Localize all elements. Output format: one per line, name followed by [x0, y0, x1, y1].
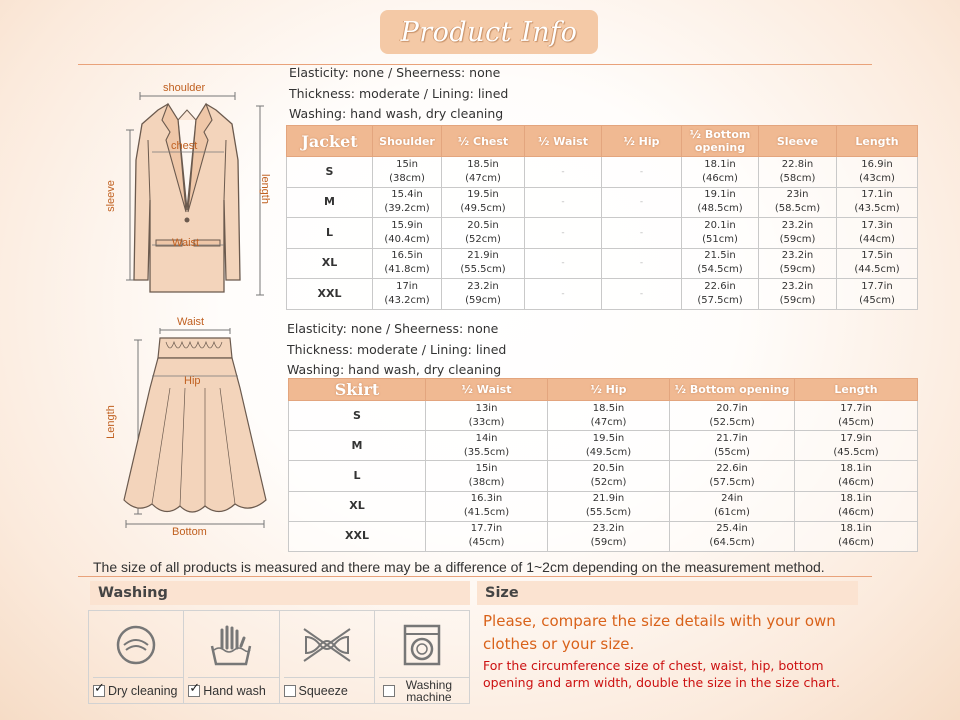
jacket-col-header: ½ Bottom opening — [682, 126, 759, 157]
skirt-bottom-cell — [670, 521, 795, 551]
jacket-shoulder-cell-inches: 17in — [396, 280, 418, 292]
jacket-bottom-cell-cm: (46cm) — [702, 172, 738, 184]
washing-options — [88, 610, 470, 704]
wash-option-squeeze — [280, 611, 375, 703]
skirt-hip-cell — [548, 401, 670, 431]
size-guidance-line1: Please, compare the size details with your own — [483, 612, 836, 630]
size-label: L — [287, 218, 373, 249]
jacket-shoulder-cell-inches: 15.4in — [391, 189, 423, 201]
skirt-bottom-cell-inches: 25.4in — [716, 523, 748, 535]
size-label: S — [289, 401, 426, 431]
jacket-row — [287, 157, 918, 188]
jacket-bottom-cell-inches: 20.1in — [704, 219, 736, 231]
jacket-sleeve-cell-inches: 23.2in — [781, 219, 814, 231]
jacket-length-cell — [837, 187, 918, 218]
jacket-sleeve-cell-cm: (59cm) — [779, 264, 816, 276]
jacket-length-cell-cm: (44cm) — [859, 233, 895, 245]
shoulder-label: shoulder — [163, 82, 206, 94]
jacket-bottom-cell — [682, 218, 759, 249]
jacket-chest-cell-inches: 21.9in — [467, 250, 499, 262]
skirt-bottom-cell-cm: (55cm) — [714, 446, 750, 458]
jacket-shoulder-cell-inches: 15in — [396, 158, 418, 170]
jacket-chest-cell-inches: 20.5in — [467, 219, 499, 231]
bottom-divider — [78, 576, 872, 577]
jacket-bottom-cell-cm: (48.5cm) — [697, 203, 743, 215]
jacket-waist-cell-value: - — [561, 227, 565, 238]
skirt-waist-cell-inches: 16.3in — [470, 493, 503, 505]
skirt-waist-cell-inches: 15in — [475, 462, 498, 474]
skirt-length-cell-inches: 17.7in — [840, 402, 872, 414]
jacket-length-cell — [837, 157, 918, 188]
size-guidance-line4: opening and arm width, double the size in the size chart. — [483, 675, 840, 690]
length-label: length — [258, 174, 271, 204]
jacket-sleeve-cell — [759, 157, 837, 188]
jacket-bottom-cell — [682, 279, 759, 310]
skirt-hip-cell — [548, 461, 670, 491]
jacket-length-cell-cm: (43.5cm) — [854, 203, 900, 215]
skirt-bottom-cell-cm: (64.5cm) — [709, 537, 755, 549]
jacket-length-cell — [837, 248, 918, 279]
skirt-col-header: Length — [795, 379, 918, 401]
skirt-length-cell — [795, 521, 918, 551]
jacket-hip-cell-value: - — [639, 166, 644, 177]
jacket-length-cell — [837, 218, 918, 249]
skirt-col-header: ½ Hip — [548, 379, 670, 401]
jacket-waist-cell — [525, 279, 602, 310]
skirt-bottom-label: Bottom — [172, 526, 207, 538]
skirt-waist-cell — [426, 431, 548, 461]
washing-heading: Washing — [90, 581, 470, 605]
jacket-length-cell-cm: (43cm) — [859, 172, 895, 184]
squeeze-label: Squeeze — [298, 683, 348, 698]
skirt-row — [289, 491, 918, 521]
jacket-illustration — [100, 80, 280, 300]
size-label: XL — [287, 248, 373, 279]
skirt-hip-label: Hip — [184, 375, 201, 387]
skirt-waist-cell-cm: (38cm) — [468, 476, 505, 488]
jacket-shoulder-cell-cm: (41.8cm) — [384, 264, 430, 276]
size-guidance-line3: For the circumference size of chest, waist, hip, bottom — [483, 658, 824, 673]
jacket-hip-cell — [602, 218, 682, 249]
jacket-bottom-cell — [682, 157, 759, 188]
jacket-waist-cell-value: - — [561, 166, 565, 177]
size-guidance — [483, 610, 883, 691]
jacket-chest-cell-cm: (47cm) — [465, 172, 501, 184]
size-label: XXL — [287, 279, 373, 310]
jacket-row — [287, 248, 918, 279]
jacket-shoulder-cell — [373, 187, 442, 218]
jacket-bottom-cell — [682, 187, 759, 218]
jacket-col-header: Length — [837, 126, 918, 157]
skirt-hip-cell-cm: (47cm) — [590, 416, 627, 428]
jacket-col-header: Shoulder — [373, 126, 442, 157]
skirt-waist-label: Waist — [177, 316, 205, 328]
size-label: M — [287, 187, 373, 218]
jacket-col-header: ½ Waist — [525, 126, 602, 157]
skirt-waist-cell — [426, 401, 548, 431]
jacket-col-header: ½ Chest — [442, 126, 525, 157]
jacket-waist-cell — [525, 157, 602, 188]
jacket-waist-cell-value: - — [561, 258, 565, 269]
skirt-hip-cell-cm: (52cm) — [590, 476, 627, 488]
skirt-bottom-cell-inches: 21.7in — [716, 432, 748, 444]
skirt-length-cell — [795, 401, 918, 431]
skirt-col-header: ½ Bottom opening — [670, 379, 795, 401]
jacket-bottom-cell-cm: (51cm) — [702, 233, 738, 245]
jacket-shoulder-cell-inches: 16.5in — [391, 250, 423, 262]
skirt-waist-cell-inches: 14in — [475, 432, 498, 444]
jacket-shoulder-cell-cm: (39.2cm) — [384, 203, 430, 215]
dry-cleaning-checkbox[interactable] — [93, 685, 105, 697]
skirt-bottom-cell-cm: (61cm) — [714, 507, 750, 519]
skirt-waist-cell-cm: (45cm) — [468, 537, 505, 549]
jacket-shoulder-cell — [373, 248, 442, 279]
hand-wash-checkbox[interactable] — [188, 685, 200, 697]
jacket-waist-cell-value: - — [561, 197, 565, 208]
skirt-bottom-cell — [670, 431, 795, 461]
size-label: L — [289, 461, 426, 491]
measurement-note: The size of all products is measured and there may be a difference of 1~2cm depending on the measurement method. — [93, 559, 825, 575]
jacket-length-cell-inches: 16.9in — [861, 158, 893, 170]
skirt-bottom-cell-cm: (57.5cm) — [709, 476, 755, 488]
jacket-hip-cell-value: - — [639, 288, 644, 299]
skirt-bottom-cell — [670, 491, 795, 521]
jacket-chest-cell-cm: (55.5cm) — [460, 264, 506, 276]
skirt-length-cell — [795, 491, 918, 521]
jacket-drawing — [100, 80, 280, 300]
jacket-chest-cell — [442, 187, 525, 218]
skirt-waist-cell-inches: 13in — [475, 402, 498, 414]
jacket-row — [287, 279, 918, 310]
jacket-bottom-cell-inches: 21.5in — [704, 250, 736, 262]
skirt-row — [289, 521, 918, 551]
jacket-chest-cell-cm: (49.5cm) — [460, 203, 506, 215]
jacket-sleeve-cell-cm: (59cm) — [779, 233, 816, 245]
jacket-bottom-cell-cm: (57.5cm) — [697, 294, 743, 306]
jacket-sleeve-cell — [759, 218, 837, 249]
skirt-length-label: Length — [104, 405, 117, 439]
skirt-bottom-cell-inches: 24in — [721, 493, 743, 505]
jacket-sleeve-cell-cm: (58cm) — [779, 172, 816, 184]
size-label: XL — [289, 491, 426, 521]
skirt-bottom-cell-inches: 20.7in — [716, 402, 748, 414]
skirt-length-cell — [795, 431, 918, 461]
skirt-length-cell-inches: 18.1in — [840, 523, 872, 535]
skirt-drawing — [100, 328, 280, 528]
jacket-shoulder-cell — [373, 157, 442, 188]
dry-cleaning-label: Dry cleaning — [108, 683, 178, 698]
size-label: M — [289, 431, 426, 461]
jacket-length-cell-inches: 17.7in — [861, 280, 893, 292]
skirt-hip-cell-inches: 18.5in — [592, 402, 625, 414]
skirt-bottom-cell — [670, 401, 795, 431]
washing-machine-icon — [375, 615, 469, 675]
skirt-length-cell-inches: 18.1in — [840, 493, 872, 505]
skirt-bottom-cell-inches: 22.6in — [716, 462, 748, 474]
chest-label: chest — [171, 140, 198, 152]
jacket-chest-cell — [442, 157, 525, 188]
skirt-bottom-cell-cm: (52.5cm) — [709, 416, 755, 428]
jacket-chest-cell — [442, 218, 525, 249]
size-label: S — [287, 157, 373, 188]
jacket-chest-cell — [442, 279, 525, 310]
skirt-row — [289, 401, 918, 431]
skirt-info — [287, 319, 506, 381]
skirt-col-header: ½ Waist — [426, 379, 548, 401]
skirt-hip-cell-cm: (49.5cm) — [585, 446, 632, 458]
jacket-chest-cell-inches: 18.5in — [467, 158, 499, 170]
jacket-col-header: ½ Hip — [602, 126, 682, 157]
jacket-bottom-cell — [682, 248, 759, 279]
skirt-waist-cell — [426, 491, 548, 521]
dry-cleaning-icon — [89, 615, 183, 675]
skirt-row — [289, 431, 918, 461]
jacket-info-line1: Elasticity: none / Sheerness: none — [289, 65, 501, 80]
skirt-length-cell-cm: (45.5cm) — [833, 446, 879, 458]
skirt-length-cell-cm: (46cm) — [838, 537, 874, 549]
jacket-hip-cell — [602, 279, 682, 310]
skirt-length-cell-inches: 17.9in — [840, 432, 872, 444]
jacket-hip-cell — [602, 187, 682, 218]
skirt-length-cell-cm: (45cm) — [838, 416, 874, 428]
skirt-hip-cell-inches: 21.9in — [592, 493, 625, 505]
skirt-hip-cell-inches: 19.5in — [592, 432, 625, 444]
jacket-length-cell-inches: 17.1in — [861, 189, 893, 201]
jacket-sleeve-cell-cm: (59cm) — [779, 294, 816, 306]
skirt-info-line2: Thickness: moderate / Lining: lined — [287, 341, 507, 357]
jacket-shoulder-cell — [373, 218, 442, 249]
jacket-info-line2: Thickness: moderate / Lining: lined — [289, 85, 509, 101]
jacket-bottom-cell-inches: 22.6in — [704, 280, 736, 292]
jacket-hip-cell — [602, 157, 682, 188]
skirt-size-table — [288, 378, 918, 552]
no-wring-icon — [280, 615, 374, 675]
jacket-col-header: Sleeve — [759, 126, 837, 157]
jacket-waist-cell — [525, 248, 602, 279]
jacket-sleeve-cell-inches: 23.2in — [781, 280, 814, 292]
skirt-hip-cell-cm: (59cm) — [590, 537, 627, 549]
jacket-length-cell — [837, 279, 918, 310]
jacket-size-table — [286, 125, 918, 310]
jacket-hip-cell — [602, 248, 682, 279]
jacket-length-cell-cm: (45cm) — [859, 294, 895, 306]
hand-wash-label: Hand wash — [203, 683, 266, 698]
jacket-col-header: Jacket — [287, 126, 373, 157]
skirt-waist-cell — [426, 461, 548, 491]
skirt-col-header: Skirt — [289, 379, 426, 401]
skirt-info-line3: Washing: hand wash, dry cleaning — [287, 362, 502, 377]
washing-machine-checkbox[interactable] — [383, 685, 395, 697]
size-heading: Size — [477, 581, 858, 605]
size-label: XXL — [289, 521, 426, 551]
jacket-sleeve-cell — [759, 187, 837, 218]
skirt-waist-cell-cm: (33cm) — [468, 416, 505, 428]
skirt-length-cell-cm: (46cm) — [838, 507, 874, 519]
jacket-sleeve-cell-inches: 23.2in — [781, 250, 814, 262]
jacket-info — [289, 63, 508, 125]
jacket-hip-cell-value: - — [639, 258, 644, 269]
washing-machine-label — [406, 679, 452, 703]
skirt-length-cell-inches: 18.1in — [840, 462, 872, 474]
wash-option-washing-machine — [375, 611, 469, 703]
wash-option-hand-wash — [184, 611, 279, 703]
jacket-row — [287, 218, 918, 249]
jacket-chest-cell-inches: 23.2in — [467, 280, 499, 292]
jacket-length-cell-cm: (44.5cm) — [854, 264, 900, 276]
jacket-chest-cell-inches: 19.5in — [467, 189, 499, 201]
skirt-info-line1: Elasticity: none / Sheerness: none — [287, 321, 499, 336]
jacket-waist-cell — [525, 218, 602, 249]
skirt-hip-cell — [548, 431, 670, 461]
jacket-waist-cell — [525, 187, 602, 218]
jacket-sleeve-cell — [759, 279, 837, 310]
hand-wash-icon — [184, 615, 278, 675]
jacket-shoulder-cell-cm: (40.4cm) — [384, 233, 430, 245]
jacket-sleeve-cell — [759, 248, 837, 279]
page-title: Product Info — [380, 10, 598, 54]
jacket-shoulder-cell — [373, 279, 442, 310]
skirt-waist-cell-cm: (41.5cm) — [463, 507, 510, 519]
jacket-shoulder-cell-cm: (38cm) — [389, 172, 425, 184]
skirt-length-cell — [795, 461, 918, 491]
jacket-chest-cell-cm: (52cm) — [465, 233, 501, 245]
skirt-waist-cell-cm: (35.5cm) — [463, 446, 510, 458]
skirt-row — [289, 461, 918, 491]
wash-option-dry-cleaning — [89, 611, 184, 703]
skirt-illustration — [100, 328, 280, 528]
jacket-shoulder-cell-cm: (43.2cm) — [384, 294, 430, 306]
jacket-sleeve-cell-cm: (58.5cm) — [774, 203, 821, 215]
jacket-bottom-cell-cm: (54.5cm) — [697, 264, 743, 276]
jacket-shoulder-cell-inches: 15.9in — [391, 219, 423, 231]
jacket-row — [287, 187, 918, 218]
sleeve-label: sleeve — [104, 180, 117, 212]
jacket-hip-cell-value: - — [639, 227, 644, 238]
skirt-waist-cell-inches: 17.7in — [470, 523, 503, 535]
skirt-hip-cell-inches: 23.2in — [592, 523, 625, 535]
jacket-bottom-cell-inches: 19.1in — [704, 189, 736, 201]
jacket-length-cell-inches: 17.3in — [861, 219, 893, 231]
jacket-chest-cell-cm: (59cm) — [465, 294, 501, 306]
skirt-length-cell-cm: (46cm) — [838, 476, 874, 488]
skirt-hip-cell — [548, 491, 670, 521]
skirt-hip-cell-inches: 20.5in — [592, 462, 625, 474]
squeeze-checkbox[interactable] — [284, 685, 296, 697]
skirt-waist-cell — [426, 521, 548, 551]
skirt-hip-cell-cm: (55.5cm) — [585, 507, 632, 519]
jacket-chest-cell — [442, 248, 525, 279]
jacket-hip-cell-value: - — [639, 197, 644, 208]
size-guidance-line2: clothes or your size. — [483, 635, 635, 653]
jacket-bottom-cell-inches: 18.1in — [704, 158, 736, 170]
jacket-sleeve-cell-inches: 22.8in — [781, 158, 814, 170]
waist-label: Waist — [172, 237, 200, 249]
skirt-hip-cell — [548, 521, 670, 551]
jacket-sleeve-cell-inches: 23in — [786, 189, 809, 201]
jacket-info-line3: Washing: hand wash, dry cleaning — [289, 106, 504, 121]
jacket-waist-cell-value: - — [561, 288, 565, 299]
skirt-bottom-cell — [670, 461, 795, 491]
washing-machine-label-line2: machine — [406, 689, 452, 704]
jacket-length-cell-inches: 17.5in — [861, 250, 893, 262]
washing-machine-label-line1: Washing — [405, 677, 452, 692]
